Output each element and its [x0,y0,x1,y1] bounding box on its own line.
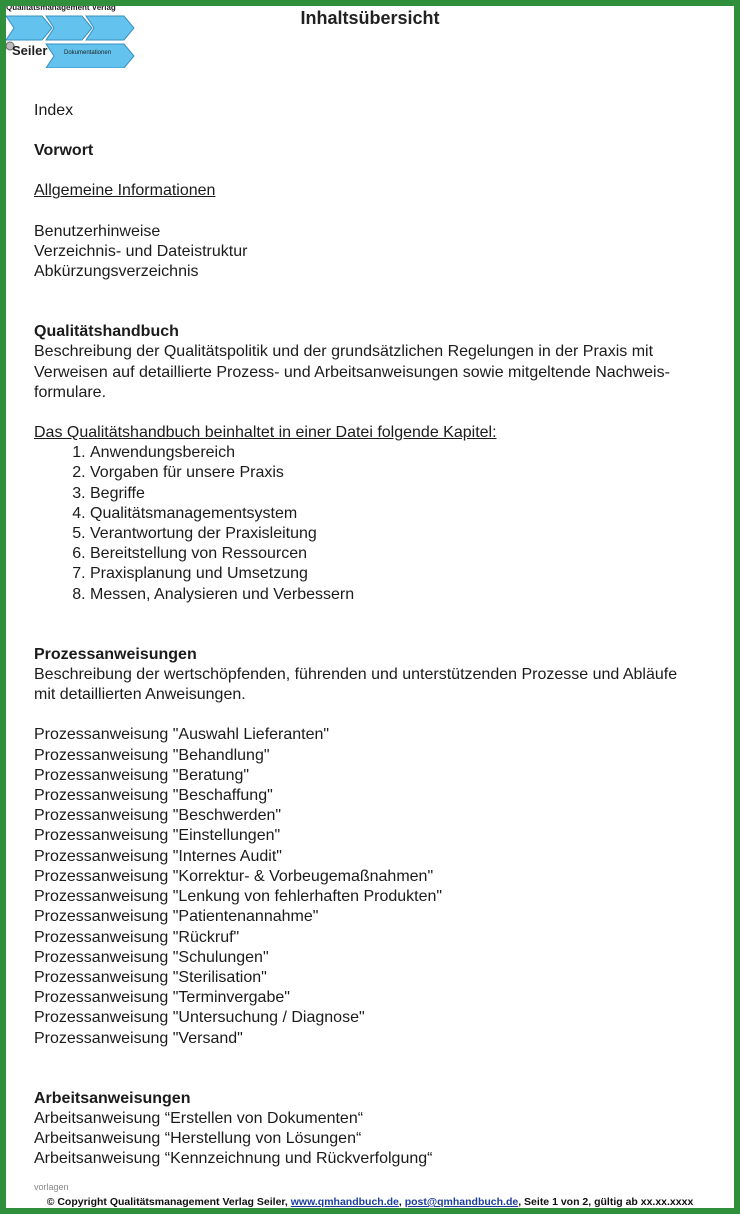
footer-separator: , [398,1196,405,1208]
pa-item: Prozessanweisung "Auswahl Lieferanten" [34,726,330,744]
chapter-item: 8. Messen, Analysieren und Verbessern [90,585,734,605]
chapter-item: 1. Anwendungsbereich [90,443,734,463]
logo-brand: Seiler [12,43,48,58]
pa-item: Prozessanweisung "Korrektur- & Vorbeugemaßnahmen" [34,867,434,885]
pa-item: Prozessanweisung "Beschaffung" [34,787,273,805]
pa-description: Beschreibung der wertschöpfenden, führenden und unterstützenden Prozesse und Abläufe [34,666,678,684]
pa-item: Prozessanweisung "Untersuchung / Diagnose" [34,1009,365,1027]
chapter-item: 6. Bereitstellung von Ressourcen [90,544,734,564]
aa-item: Arbeitsanweisung “Erstellen von Dokumenten“ [34,1109,364,1127]
chapter-item: 4. Qualitätsmanagementsystem [90,504,734,524]
website-link[interactable]: www.qmhandbuch.de [290,1196,399,1208]
allgemein-item: Verzeichnis- und Dateistruktur [34,242,248,260]
pa-item: Prozessanweisung "Sterilisation" [34,968,267,986]
email-link[interactable]: post@qmhandbuch.de [404,1196,519,1208]
footer-note: vorlagen [34,1182,69,1192]
pa-item: Prozessanweisung "Schulungen" [34,948,269,966]
qhb-description: formulare. [34,383,107,401]
index-label: Index [34,102,74,119]
allgemein-item: Abkürzungsverzeichnis [34,263,199,281]
aa-item: Arbeitsanweisung “Kennzeichnung und Rückverfolgung“ [34,1150,433,1168]
pa-description: mit detaillierten Anweisungen. [34,686,246,704]
qhb-heading: Qualitätshandbuch [34,323,179,341]
footer-suffix: , Seite 1 von 2, gültig ab xx.xx.xxxx [518,1196,694,1208]
vorwort-heading: Vorwort [34,142,94,160]
document-title: Inhaltsübersicht [300,8,440,28]
qhb-list-intro: Das Qualitätshandbuch beinhaltet in einer Datei folgende Kapitel: [34,424,497,442]
document-content [34,101,734,1170]
logo-top-text: Qualitätsmanagement Verlag [6,6,116,12]
pa-item: Prozessanweisung "Behandlung" [34,746,270,764]
pa-item: Prozessanweisung "Terminvergabe" [34,989,290,1007]
allgemein-heading: Allgemeine Informationen [34,182,216,200]
qhb-description: Verweisen auf detaillierte Prozess- und Arbeitsanweisungen sowie mitgeltende Nachweis- [34,363,670,381]
chapter-item: 7. Praxisplanung und Umsetzung [90,564,734,584]
qhb-description: Beschreibung der Qualitätspolitik und der grundsätzlichen Regelungen in der Praxis mit [34,343,654,361]
pa-item: Prozessanweisung "Beschwerden" [34,807,282,825]
document-page [6,6,734,1208]
pa-heading: Prozessanweisungen [34,645,197,663]
pa-item: Prozessanweisung "Patientenannahme" [34,908,319,926]
aa-heading: Arbeitsanweisungen [34,1089,191,1107]
pa-item: Prozessanweisung "Beratung" [34,766,250,784]
footer [6,1196,734,1208]
footer-prefix: © Copyright Qualitätsmanagement Verlag Seiler, [46,1196,291,1208]
pa-item: Prozessanweisung "Rückruf" [34,928,240,946]
pa-item: Prozessanweisung "Lenkung von fehlerhaften Produkten" [34,888,443,906]
aa-item: Arbeitsanweisung “Herstellung von Lösungen“ [34,1130,362,1148]
pa-item: Prozessanweisung "Internes Audit" [34,847,282,865]
allgemein-item: Benutzerhinweise [34,222,161,240]
chapter-item: 2. Vorgaben für unsere Praxis [90,463,734,483]
logo-tag: Dokumentationen [64,50,112,56]
chapter-item: 3. Begriffe [90,484,734,504]
pa-item: Prozessanweisung "Einstellungen" [34,827,281,845]
chapter-item: 5. Verantwortung der Praxisleitung [90,524,734,544]
pa-item: Prozessanweisung "Versand" [34,1029,243,1047]
qhb-chapter-list [34,443,734,605]
